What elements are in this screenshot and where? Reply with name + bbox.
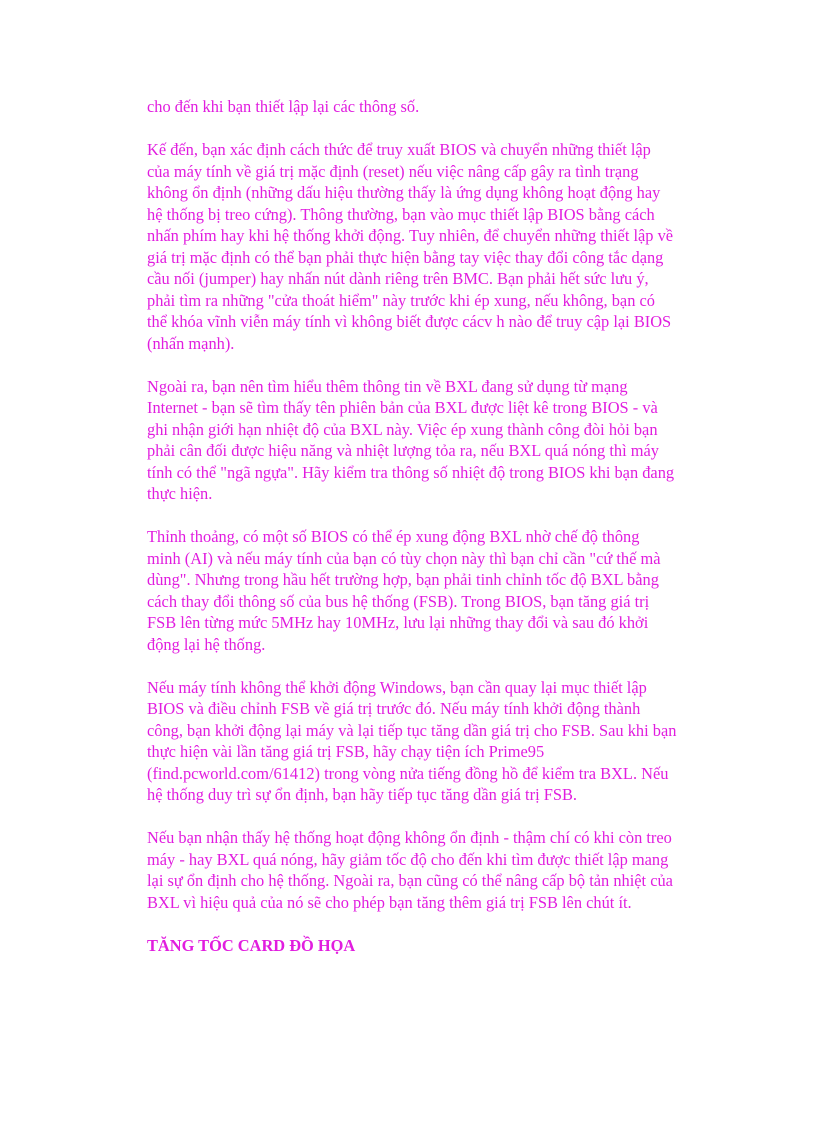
section-heading: TĂNG TỐC CARD ĐỒ HỌA [147, 935, 356, 955]
paragraph-instability: Nếu bạn nhận thấy hệ thống hoạt động không ổn định - thậm chí có khi còn treo máy - hay BXL quá nóng, hãy giảm tốc độ cho đến khi tìm được thiết lập mang lại sự ổn định cho hệ thống. Ngoài ra, bạn cũng có thể nâng cấp bộ tản nhiệt của BXL vì hiệu quả của nó sẽ cho phép bạn tăng thêm giá trị FSB lên chút ít. [147, 828, 673, 912]
paragraph-bios-reset: Kế đến, bạn xác định cách thức để truy xuất BIOS và chuyển những thiết lập của máy tính về giá trị mặc định (reset) nếu việc nâng cấp gây ra tình trạng không ổn định (những dấu hiệu thường thấy là ứng dụng không hoạt động hay hệ thống bị treo cứng). Thông thường, bạn vào mục thiết lập BIOS bằng cách nhấn phím hay khi hệ thống khởi động. Tuy nhiên, để chuyển những thiết lập về giá trị mặc định có thể bạn phải thực hiện bằng tay việc thay đổi công tắc dạng cầu nối (jumper) hay nhấn nút dành riêng trên BMC. Bạn phải hết sức lưu ý, phải tìm ra những "cửa thoát hiểm" này trước khi ép xung, nếu không, bạn có thể khóa vĩnh viễn máy tính vì không biết được cácv h nào để truy cập lại BIOS (nhấn mạnh). [147, 140, 674, 353]
paragraph-windows-boot: Nếu máy tính không thể khởi động Windows, bạn cần quay lại mục thiết lập BIOS và điều chỉnh FSB về giá trị trước đó. Nếu máy tính khởi động thành công, bạn khởi động lại máy và lại tiếp tục tăng dần giá trị cho FSB. Sau khi bạn thực hiện vài lần tăng giá trị FSB, hãy chạy tiện ích Prime95 (find.pcworld.com/61412) trong vòng nửa tiếng đồng hồ để kiểm tra BXL. Nếu hệ thống duy trì sự ổn định, bạn hãy tiếp tục tăng dần giá trị FSB. [147, 677, 677, 804]
paragraph-fsb-tuning: Thỉnh thoảng, có một số BIOS có thể ép xung động BXL nhờ chế độ thông minh (AI) và nếu máy tính của bạn có tùy chọn này thì bạn chỉ cần "cứ thế mà dùng". Nhưng trong hầu hết trường hợp, bạn phải tinh chỉnh tốc độ BXL bằng cách thay đổi thông số của bus hệ thống (FSB). Trong BIOS, bạn tăng giá trị FSB lên từng mức 5MHz hay 10MHz, lưu lại những thay đổi và sau đó khởi động lại hệ thống. [147, 527, 661, 654]
paragraph-cpu-info: Ngoài ra, bạn nên tìm hiểu thêm thông tin về BXL đang sử dụng từ mạng Internet - bạn sẽ tìm thấy tên phiên bản của BXL được liệt kê trong BIOS - và ghi nhận giới hạn nhiệt độ của BXL này. Việc ép xung thành công đòi hỏi bạn phải cân đối được hiệu năng và nhiệt lượng tỏa ra, nếu BXL quá nóng thì máy tính có thể "ngã ngựa". Hãy kiểm tra thông số nhiệt độ trong BIOS khi bạn đang thực hiện. [147, 376, 675, 503]
paragraph-continuation: cho đến khi bạn thiết lập lại các thông số. [147, 97, 420, 116]
document-body [147, 96, 677, 956]
